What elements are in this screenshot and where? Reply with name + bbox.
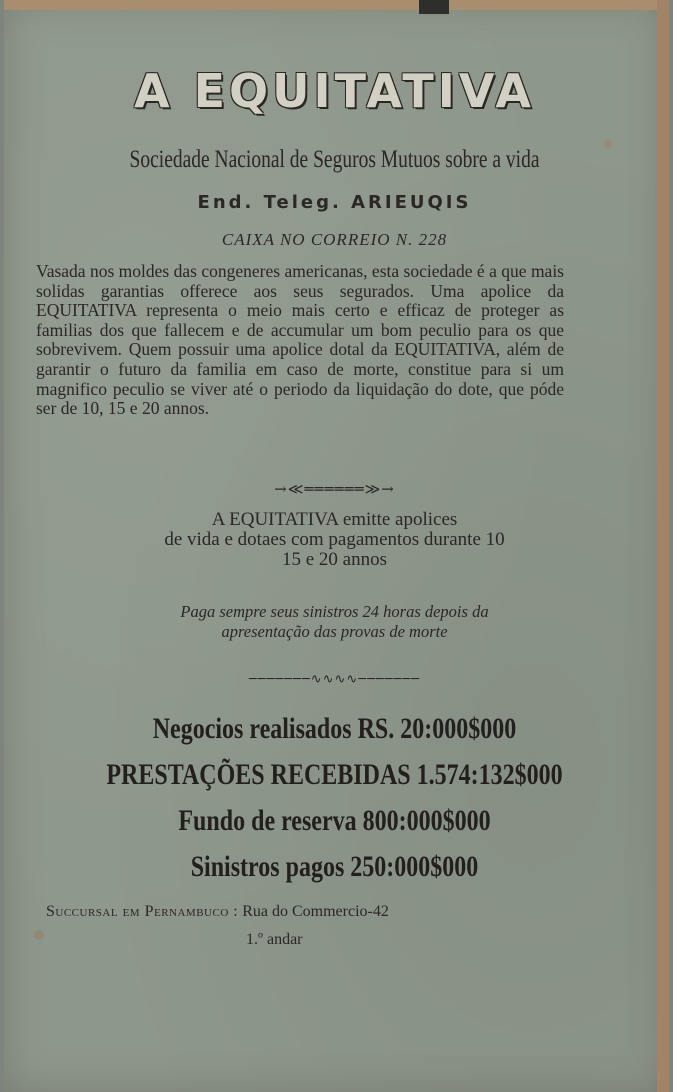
emitte-line: de vida e dotaes com pagamentos durante 10: [164, 529, 505, 550]
po-box: CAIXA NO CORREIO N. 228: [221, 230, 448, 249]
paga-block: [4, 602, 665, 642]
stat-sinistros: Sinistros pagos 250:000$000: [190, 850, 479, 883]
ornament-divider-icon: →≪══════≫→: [274, 480, 395, 498]
paper-edge-top: [4, 0, 665, 10]
stain-mark: [34, 930, 44, 940]
document-sheet: [4, 0, 665, 1092]
telegraph-address: End. Teleg. ARIEUQIS: [197, 192, 472, 213]
succursal-label: Succursal em Pernambuco :: [46, 903, 239, 920]
subtitle: Sociedade Nacional de Seguros Mutuos sobre a vida: [129, 146, 540, 173]
ornament-wave-icon: ───────∿∿∿∿───────: [248, 672, 421, 687]
paga-line: Paga sempre seus sinistros 24 horas depois da: [180, 602, 489, 621]
paragraph-text: Vasada nos moldes das congeneres americanas, esta sociedade é a que mais solidas garantias offerece aos seus segurados. Uma apolice da EQUITATIVA representa o meio mais certo e efficaz de proteger as familias dos que fallecem e de accumular um bom peculio para os que sobrevivem. Quem possuir uma apolice dotal da EQUITATIVA, além de garantir o futuro da familia em caso de morte, constitue para si um magnifico peculio se viver até o periodo da liquidação do dote, que póde ser de 10, 15 e 20 annos.: [36, 261, 564, 419]
emitte-block: [4, 510, 665, 570]
succursal-address: Rua do Commercio-42: [242, 903, 389, 920]
stat-fundo: Fundo de reserva 800:000$000: [178, 804, 491, 837]
succursal-block: [46, 898, 566, 954]
paga-line: apresentação das provas de morte: [221, 622, 448, 641]
description-paragraph: [36, 262, 564, 419]
paper-tear: [419, 0, 449, 14]
stat-prestacoes: PRESTAÇÕES RECEBIDAS 1.574:132$000: [106, 758, 563, 791]
emitte-line: 15 e 20 annos: [281, 549, 387, 570]
stain-mark: [604, 140, 612, 148]
document-title: A EQUITATIVA: [133, 64, 536, 118]
succursal-floor: 1.º andar: [246, 931, 303, 948]
stat-negocios: Negocios realisados RS. 20:000$000: [152, 712, 517, 745]
emitte-line: A EQUITATIVA emitte apolices: [211, 509, 458, 530]
